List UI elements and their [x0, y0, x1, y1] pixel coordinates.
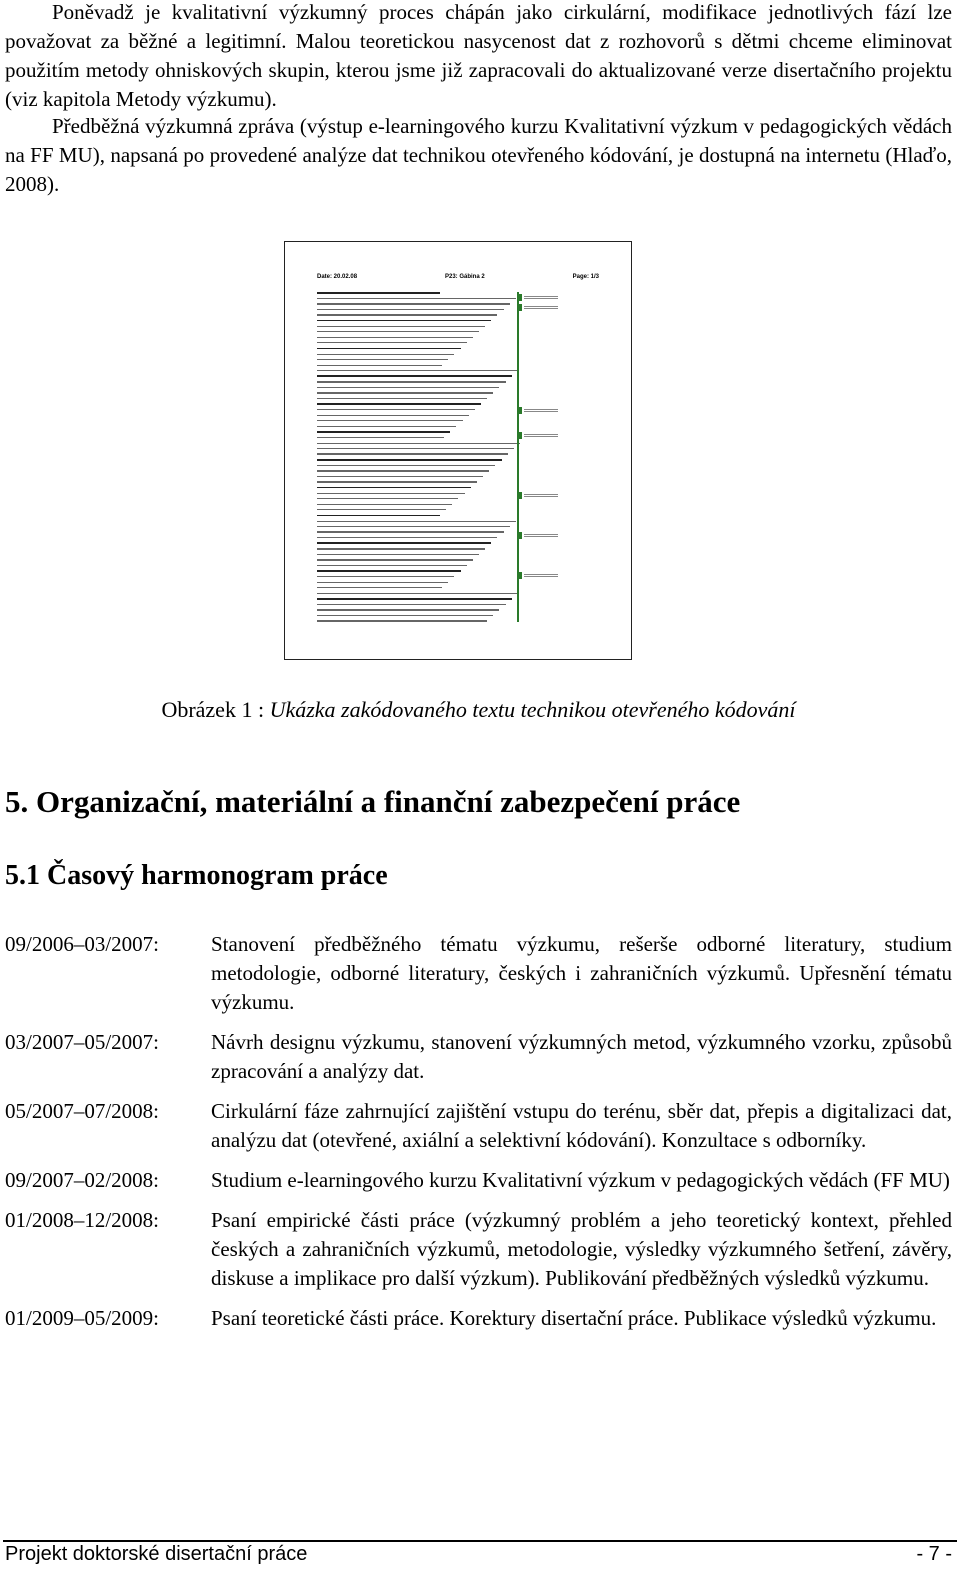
page-footer	[5, 1543, 952, 1566]
figure-text-line	[317, 443, 520, 444]
figure-transcript-lines	[317, 292, 522, 626]
figure-header-page: Page: 1/3	[572, 274, 599, 280]
figure-text-line	[317, 576, 454, 577]
schedule-description: Psaní empirické části práce (výzkumný problém a jeho teoretický kontext, přehled českých a zahraničních výzkumů, metodologie, výsledky výzkumného šetření, závěry, diskuse a implikace pro další výzkum). Publikování předběžných výsledků výzkumu.	[211, 1208, 952, 1290]
schedule-date: 01/2008–12/2008:	[5, 1208, 160, 1232]
schedule-description: Stanovení předběžného tématu výzkumu, rešerše odborné literatury, studium metodologie, odborné literatury, českých i zahraničních výzkumů. Upřesnění tématu výzkumu.	[211, 932, 952, 1014]
schedule-date: 01/2009–05/2009:	[5, 1306, 160, 1330]
schedule-description: Cirkulární fáze zahrnující zajištění vstupu do terénu, sběr dat, přepis a digitalizaci dat, analýzu dat (otevřené, axiální a selektivní kódování). Konzultace s odborníky.	[211, 1099, 952, 1152]
figure-text-line	[317, 326, 485, 327]
figure-text-line	[317, 548, 485, 549]
figure-code-label	[519, 532, 562, 539]
figure-text-line	[317, 337, 473, 338]
figure-text-line	[317, 587, 442, 588]
intro-paragraph-1: Poněvadž je kvalitativní výzkumný proces chápán jako cirkulární, modifikace jednotlivých fází lze považovat za běžné a legitimní. Malou teoretickou nasycenost dat z rozhovorů s dětmi chceme eliminovat použitím metody ohniskových skupin, kterou jsme již zapracovali do aktualizované verze disertačního projektu (viz kapitola Metody výzkumu).	[5, 0, 952, 111]
figure-text-line	[317, 509, 446, 510]
section-heading: 5. Organizační, materiální a finanční zabezpečení práce	[5, 784, 741, 819]
figure-text-line	[317, 531, 504, 532]
coded-text-figure	[284, 241, 632, 660]
figure-text-line	[317, 381, 506, 382]
figure-text-line	[317, 437, 444, 438]
figure-text-line	[317, 314, 497, 315]
schedule-description: Návrh designu výzkumu, stanovení výzkumných metod, výzkumného vzorku, způsobů zpracování a analýzy dat.	[211, 1030, 952, 1083]
figure-text-line	[317, 604, 506, 605]
subsection-heading: 5.1 Časový harmonogram práce	[5, 860, 388, 891]
figure-text-line	[317, 453, 508, 454]
schedule-row	[5, 1304, 952, 1333]
intro-paragraph-2: Předběžná výzkumná zpráva (výstup e-learningového kurzu Kvalitativní výzkum v pedagogických vědách na FF MU), napsaná po provedené analýze dat technikou otevřeného kódování, je dostupná na internetu (Hlaďo, 2008).	[5, 114, 952, 196]
figure-text-line	[317, 620, 487, 621]
figure-text-line	[317, 476, 483, 477]
figure-header-date: Date: 20.02.08	[317, 274, 358, 280]
figure-text-line	[317, 542, 491, 544]
figure-header-document: P23: Gábina 2	[444, 274, 485, 280]
schedule-date: 05/2007–07/2008:	[5, 1099, 160, 1123]
figure-text-line	[317, 331, 479, 332]
figure-text-line	[317, 298, 516, 299]
figure-code-label	[519, 572, 562, 579]
figure-text-line	[317, 593, 518, 594]
figure-code-label	[519, 432, 562, 439]
figure-text-line	[317, 309, 504, 310]
schedule-date: 03/2007–05/2007:	[5, 1030, 160, 1054]
schedule-row	[5, 1028, 952, 1086]
figure-text-line	[317, 537, 497, 538]
schedule-description: Psaní teoretické části práce. Korektury disertační práce. Publikace výsledků výzkumu.	[211, 1306, 937, 1330]
figure-text-line	[317, 465, 495, 466]
figure-text-line	[317, 504, 452, 505]
figure-text-line	[317, 431, 450, 433]
figure-text-line	[317, 342, 467, 343]
schedule-row	[5, 1166, 952, 1195]
figure-code-label	[519, 294, 562, 301]
figure-code-label	[519, 492, 562, 499]
figure-text-line	[317, 515, 440, 517]
figure-text-line	[317, 392, 493, 393]
figure-text-line	[317, 426, 456, 427]
figure-text-line	[317, 420, 463, 421]
figure-text-line	[317, 348, 461, 350]
figure-text-line	[317, 598, 512, 600]
figure-code-label	[519, 304, 562, 311]
figure-caption	[5, 697, 952, 723]
figure-code-label	[519, 407, 562, 414]
figure-text-line	[317, 320, 491, 322]
figure-text-line	[317, 615, 493, 616]
schedule-row	[5, 1097, 952, 1155]
footer-page-number: - 7 -	[916, 1543, 952, 1565]
figure-text-line	[317, 459, 502, 461]
figure-text-line	[317, 493, 465, 494]
schedule-list	[5, 930, 952, 1344]
figure-text-line	[317, 359, 448, 360]
figure-text-line	[317, 521, 516, 522]
footer-title: Projekt doktorské disertační práce	[5, 1543, 308, 1565]
figure-text-line	[317, 303, 510, 304]
figure-text-line	[317, 570, 461, 572]
figure-text-line	[317, 387, 499, 388]
figure-text-line	[317, 415, 469, 416]
figure-text-line	[317, 481, 477, 482]
figure-text-line	[317, 292, 440, 294]
schedule-date: 09/2006–03/2007:	[5, 932, 160, 956]
figure-text-line	[317, 470, 489, 471]
figure-text-line	[317, 582, 448, 583]
figure-text-line	[317, 487, 471, 489]
figure-text-line	[317, 498, 458, 499]
footer-rule	[3, 1540, 957, 1542]
figure-text-line	[317, 526, 510, 527]
figure-caption-lead: Obrázek 1 :	[161, 697, 270, 722]
figure-text-line	[317, 448, 514, 449]
figure-text-line	[317, 409, 475, 410]
schedule-description: Studium e-learningového kurzu Kvalitativní výzkum v pedagogických vědách (FF MU)	[211, 1168, 950, 1192]
schedule-date: 09/2007–02/2008:	[5, 1168, 160, 1192]
figure-text-line	[317, 398, 487, 399]
schedule-row	[5, 1206, 952, 1293]
figure-text-line	[317, 559, 473, 560]
figure-text-line	[317, 370, 518, 371]
figure-text-line	[317, 375, 512, 377]
figure-text-line	[317, 354, 454, 355]
schedule-row	[5, 930, 952, 1017]
figure-caption-text: Ukázka zakódovaného textu technikou otevřeného kódování	[269, 697, 796, 722]
figure-header	[317, 274, 599, 280]
figure-text-line	[317, 609, 499, 610]
figure-text-line	[317, 565, 467, 566]
figure-text-line	[317, 403, 481, 405]
figure-text-line	[317, 365, 442, 366]
figure-text-line	[317, 554, 479, 555]
